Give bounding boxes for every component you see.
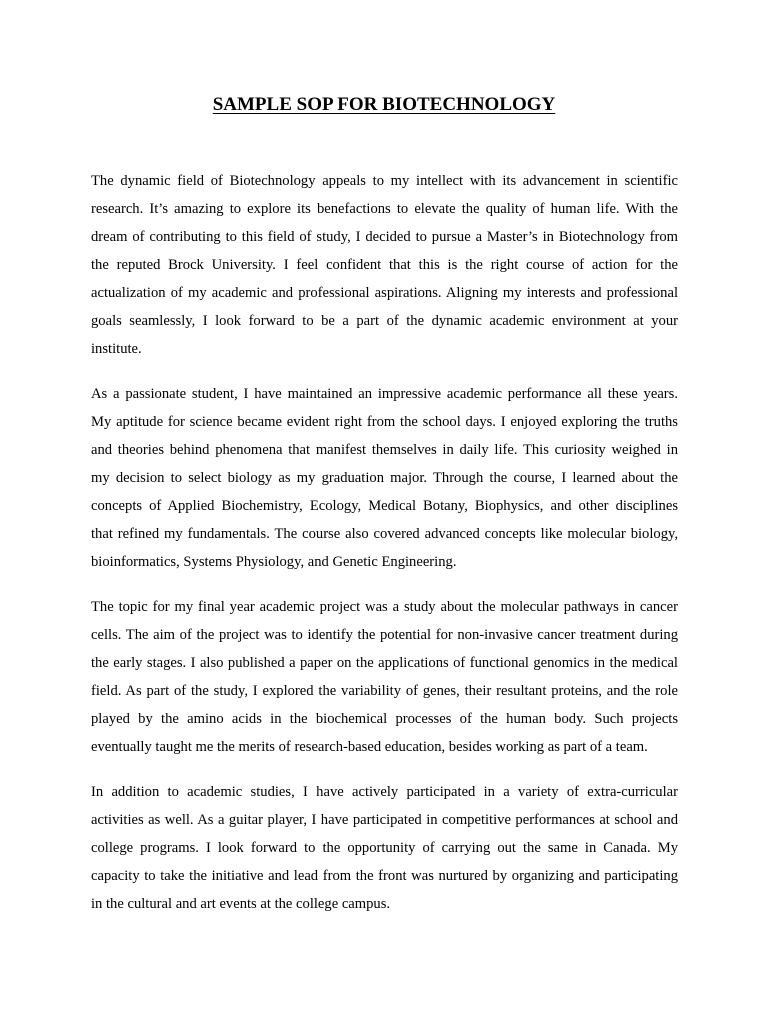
- paragraph-line: actualization of my academic and professional aspirations. Aligning my interests and professional: [91, 285, 678, 301]
- paragraph-line: field. As part of the study, I explored the variability of genes, their resultant proteins, and the role: [91, 683, 678, 699]
- paragraph-line: in the cultural and art events at the college campus.: [91, 896, 391, 912]
- paragraph-line: My aptitude for science became evident right from the school days. I enjoyed exploring the truths: [91, 414, 678, 430]
- paragraph-4: [91, 778, 678, 918]
- paragraph-line: bioinformatics, Systems Physiology, and Genetic Engineering.: [91, 554, 457, 570]
- paragraph-line: In addition to academic studies, I have actively participated in a variety of extra-curricular: [91, 784, 678, 800]
- paragraph-line: institute.: [91, 341, 142, 357]
- paragraph-line: that refined my fundamentals. The course also covered advanced concepts like molecular biology,: [91, 526, 678, 542]
- paragraph-line: played by the amino acids in the biochemical processes of the human body. Such projects: [91, 711, 678, 727]
- document-title: [0, 92, 768, 118]
- paragraph-line: As a passionate student, I have maintained an impressive academic performance all these years.: [91, 386, 678, 402]
- paragraph-line: eventually taught me the merits of research-based education, besides working as part of a team.: [91, 739, 648, 755]
- paragraph-line: The topic for my final year academic project was a study about the molecular pathways in cancer: [91, 599, 678, 615]
- document-body: [91, 167, 678, 935]
- paragraph-1: [91, 167, 678, 363]
- paragraph-line: the reputed Brock University. I feel confident that this is the right course of action for the: [91, 257, 678, 273]
- paragraph-line: concepts of Applied Biochemistry, Ecology, Medical Botany, Biophysics, and other disciplines: [91, 498, 678, 514]
- paragraph-line: activities as well. As a guitar player, I have participated in competitive performances at school and: [91, 812, 678, 828]
- paragraph-line: college programs. I look forward to the opportunity of carrying out the same in Canada. My: [91, 840, 678, 856]
- paragraph-line: The dynamic field of Biotechnology appeals to my intellect with its advancement in scientific: [91, 173, 678, 189]
- paragraph-line: and theories behind phenomena that manifest themselves in daily life. This curiosity weighed in: [91, 442, 678, 458]
- paragraph-3: [91, 593, 678, 761]
- paragraph-line: goals seamlessly, I look forward to be a part of the dynamic academic environment at your: [91, 313, 678, 329]
- paragraph-line: research. It’s amazing to explore its benefactions to elevate the quality of human life. With the: [91, 201, 678, 217]
- paragraph-2: [91, 380, 678, 576]
- paragraph-line: my decision to select biology as my graduation major. Through the course, I learned about the: [91, 470, 678, 486]
- paragraph-line: the early stages. I also published a paper on the applications of functional genomics in the medical: [91, 655, 678, 671]
- paragraph-line: cells. The aim of the project was to identify the potential for non-invasive cancer treatment during: [91, 627, 678, 643]
- paragraph-line: capacity to take the initiative and lead from the front was nurtured by organizing and participating: [91, 868, 678, 884]
- document-title-text: SAMPLE SOP FOR BIOTECHNOLOGY: [212, 94, 556, 115]
- paragraph-line: dream of contributing to this field of study, I decided to pursue a Master’s in Biotechnology from: [91, 229, 678, 245]
